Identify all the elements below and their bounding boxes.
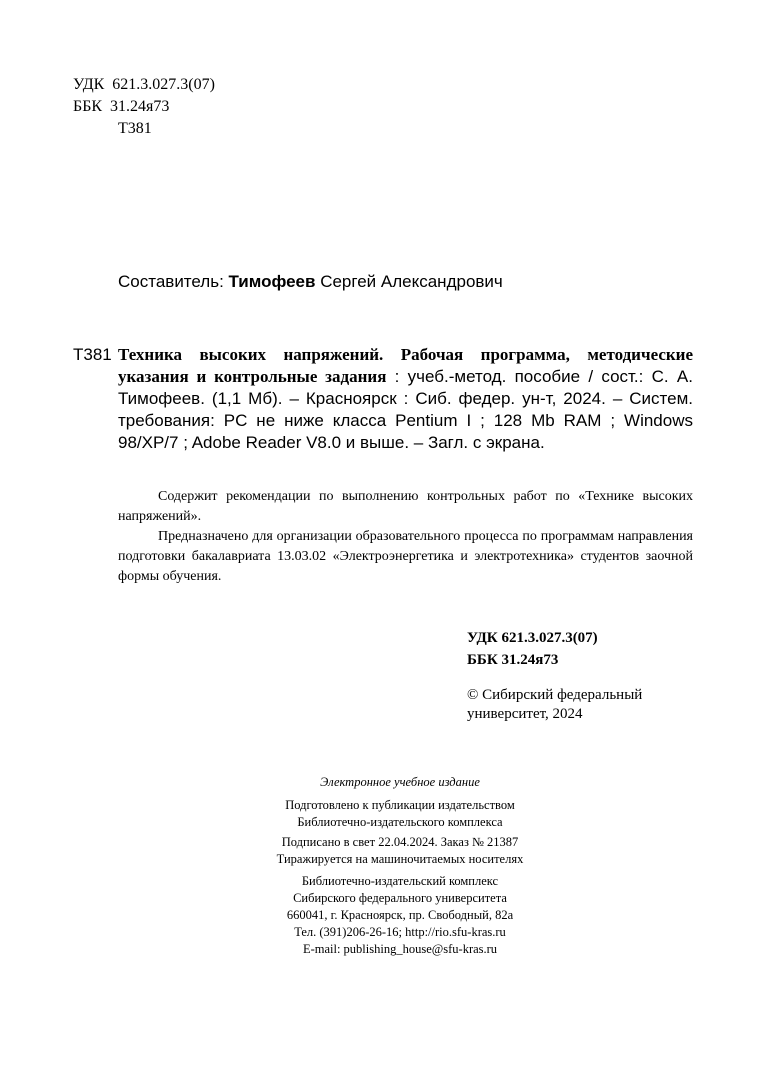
udk-row — [73, 74, 215, 96]
prepared-line-1: Подготовлено к публикации издательством — [285, 798, 515, 812]
bbk-value: 31.24я73 — [110, 98, 170, 115]
address-line-1: Библиотечно-издательский комплекс — [301, 874, 499, 888]
signed-block — [200, 834, 600, 868]
address-line-5: E-mail: publishing_house@sfu-kras.ru — [302, 942, 498, 956]
prepared-line-2: Библиотечно-издательского комплекса — [297, 815, 503, 829]
entry-details: : учеб.-метод. пособие / сост.: С. А. Тимофеев. (1,1 Мб). – Красноярск : Сиб. федер. ун-т, 2024. – Систем. требования: PC не ниже класса Pentium I ; 128 Mb RAM ; Windows 98/XP/7 ; Adobe Reader V8.0 и выше. – Загл. с экрана. — [118, 367, 693, 452]
entry-code: Т381 — [73, 345, 112, 364]
abstract-paragraph-2: Предназначено для организации образовательного процесса по программам направления подготовки бакалавриата 13.03.02 «Электроэнергетика и электротехника» студентов заочной формы обучения. — [118, 529, 693, 584]
abstract — [118, 487, 693, 587]
compiler-name: Сергей Александрович — [320, 272, 503, 291]
bbk-row — [73, 96, 215, 118]
author-mark: Т381 — [118, 120, 152, 137]
copyright — [467, 686, 697, 724]
prepared-block — [200, 797, 600, 831]
right-bbk: ББК 31.24я73 — [467, 652, 559, 668]
compiler-line — [118, 272, 503, 292]
udk-label: УДК — [73, 76, 105, 93]
address-line-3: 660041, г. Красноярск, пр. Свободный, 82а — [286, 908, 514, 922]
signed-line: Подписано в свет 22.04.2024. Заказ № 21387 — [281, 835, 519, 849]
right-classification — [467, 627, 598, 671]
bibliographic-entry — [73, 344, 693, 454]
abstract-paragraph-1: Содержит рекомендации по выполнению контрольных работ по «Технике высоких напряжений». — [118, 489, 693, 524]
udk-value: 621.3.027.3(07) — [112, 76, 215, 93]
compiler-surname: Тимофеев — [228, 272, 316, 291]
address-line-4: Тел. (391)206-26-16; http://rio.sfu-kras.ru — [294, 925, 506, 939]
copyright-line-2: университет, 2024 — [467, 706, 583, 722]
bbk-label: ББК — [73, 98, 103, 115]
edition-type: Электронное учебное издание — [320, 775, 480, 789]
classification-block — [73, 74, 215, 140]
publisher-address — [200, 873, 600, 958]
compiler-label: Составитель: — [118, 272, 224, 291]
entry-title: Техника высоких напряжений. Рабочая программа, методические указания и контрольные задания — [118, 345, 693, 386]
copyright-line-1: © Сибирский федеральный — [467, 687, 643, 703]
copies-line: Тиражируется на машиночитаемых носителях — [276, 852, 524, 866]
right-udk: УДК 621.3.027.3(07) — [467, 630, 598, 646]
address-line-2: Сибирского федерального университета — [293, 891, 507, 905]
entry-text — [118, 344, 693, 454]
